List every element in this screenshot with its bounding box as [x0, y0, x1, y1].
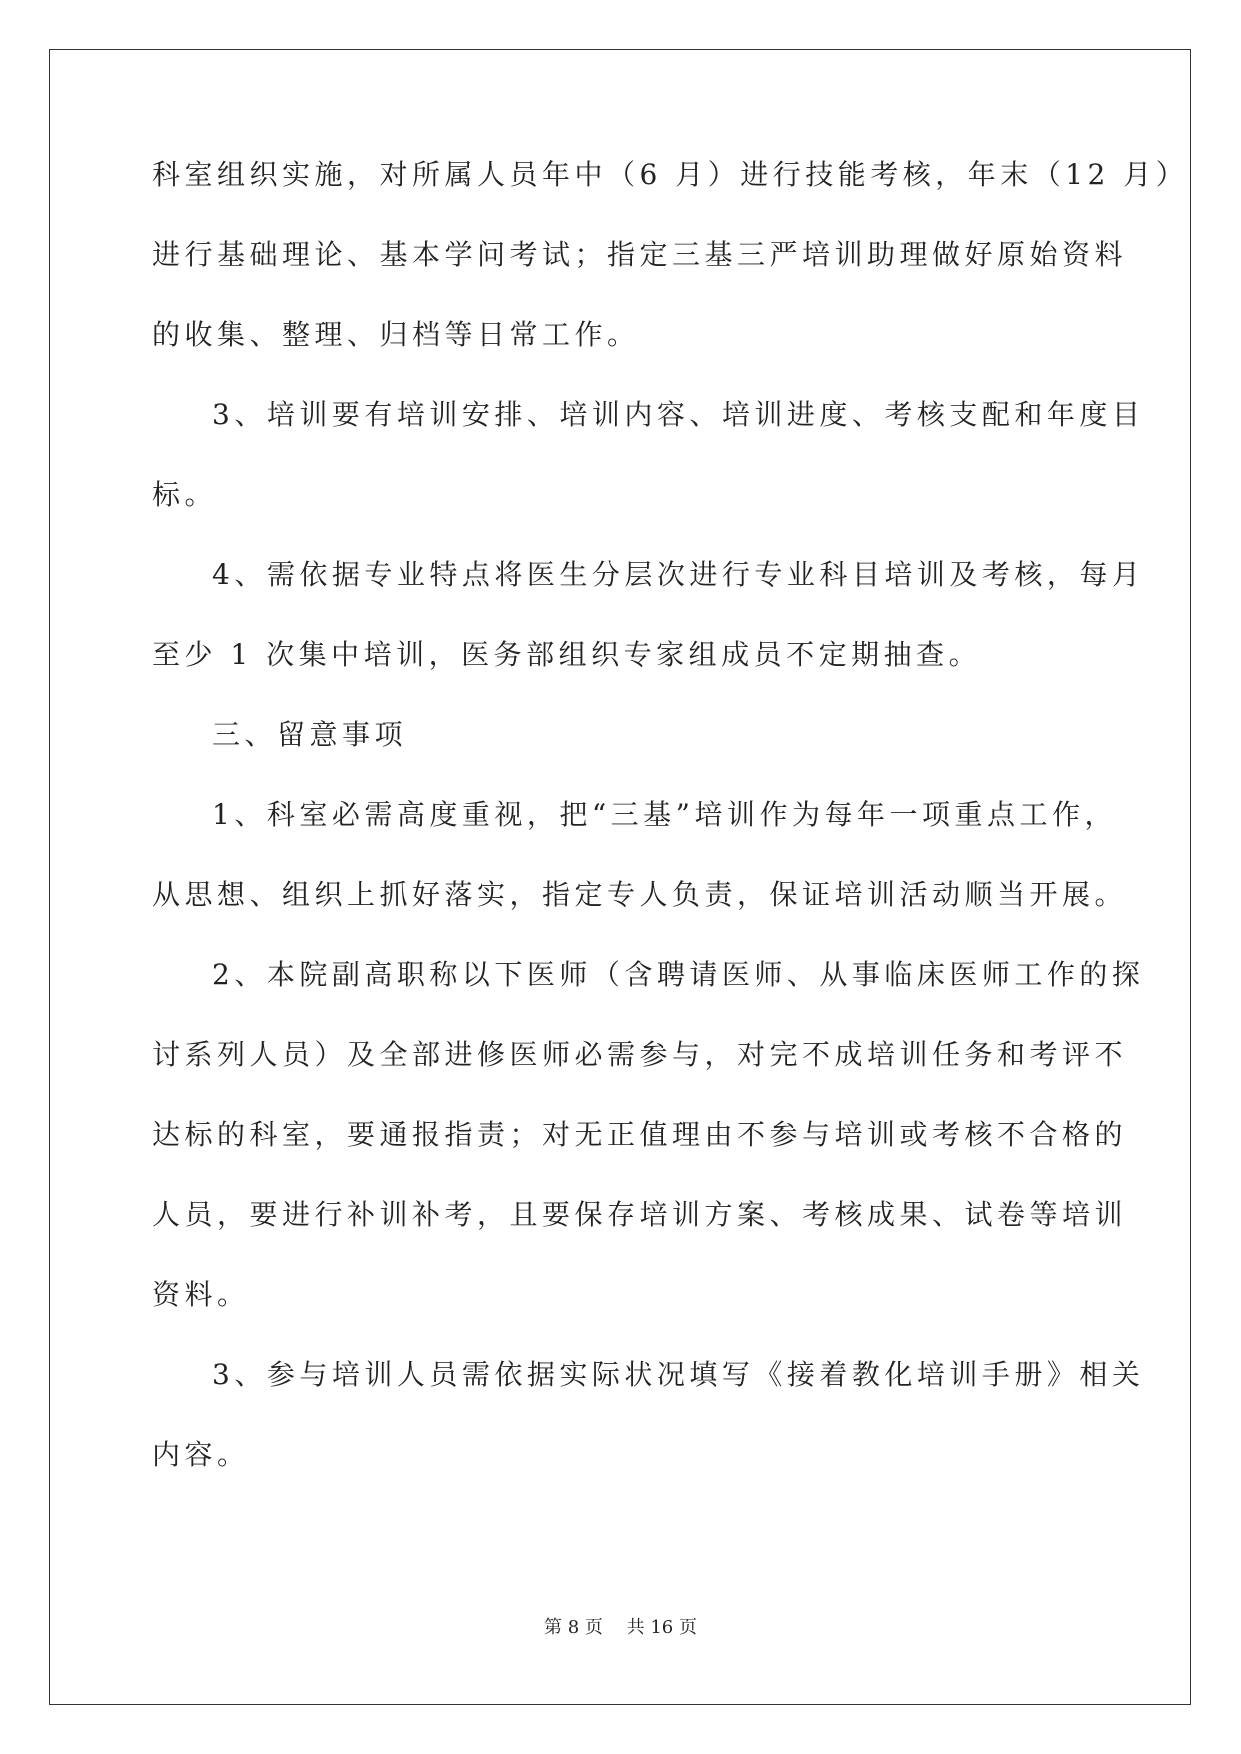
text-line: 达标的科室，要通报指责；对无正值理由不参与培训或考核不合格的	[152, 1118, 1128, 1151]
text-line: 人员，要进行补训补考，且要保存培训方案、考核成果、试卷等培训	[152, 1198, 1128, 1231]
text-line: 4、需依据专业特点将医生分层次进行专业科目培训及考核，每月	[212, 558, 1145, 591]
text-line: 3、培训要有培训安排、培训内容、培训进度、考核支配和年度目	[212, 398, 1145, 431]
text-line: 科室组织实施，对所属人员年中（6 月）进行技能考核，年末（12 月）	[152, 158, 1189, 191]
text-line: 2、本院副高职称以下医师（含聘请医师、从事临床医师工作的探	[212, 958, 1145, 991]
text-line: 从思想、组织上抓好落实，指定专人负责，保证培训活动顺当开展。	[152, 878, 1128, 911]
text-line: 进行基础理论、基本学问考试；指定三基三严培训助理做好原始资料	[152, 238, 1128, 271]
text-line: 的收集、整理、归档等日常工作。	[152, 318, 640, 351]
text-line: 标。	[152, 478, 218, 511]
text-line: 资料。	[152, 1278, 250, 1311]
text-line: 至少 1 次集中培训，医务部组织专家组成员不定期抽查。	[152, 638, 982, 671]
page-number-footer: 第 8 页 共 16 页	[544, 1617, 697, 1638]
text-line: 1、科室必需高度重视，把“三基”培训作为每年一项重点工作，	[212, 798, 1117, 831]
text-line: 讨系列人员）及全部进修医师必需参与，对完不成培训任务和考评不	[152, 1038, 1128, 1071]
text-line: 内容。	[152, 1438, 250, 1471]
section-heading: 三、留意事项	[212, 718, 408, 751]
text-line: 3、参与培训人员需依据实际状况填写《接着教化培训手册》相关	[212, 1358, 1145, 1391]
